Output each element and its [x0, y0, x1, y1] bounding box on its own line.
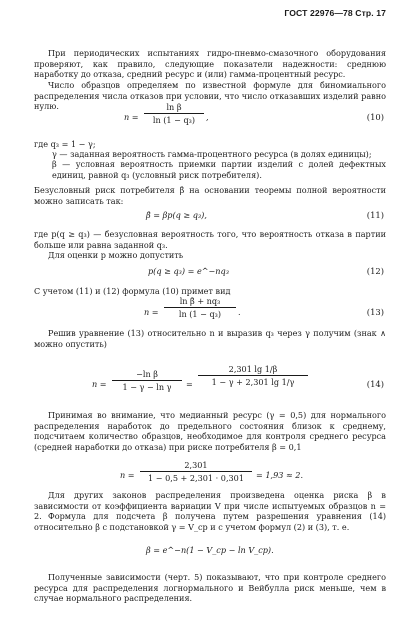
eq14-left: n =	[92, 379, 107, 389]
eq12: p(q ≥ q₃) = e^−nq₃	[148, 266, 229, 276]
intro-paragraph-1: При периодических испытаниях гидро-пневмо-смазочного оборудования проверяют, как правило, следующие показатели надежности: среднюю наработку до отказа, средний ресурс и (или) гамма-процентный ресурс.	[34, 48, 386, 80]
where-gamma: γ — заданная вероятность гамма-процентного ресурса (в долях единицы);	[52, 149, 372, 159]
eq14-equals: =	[186, 379, 193, 389]
eq13-denominator: ln (1 − q₃)	[178, 309, 222, 319]
eq10-number: (10)	[366, 112, 384, 122]
eq14-denominator-1: 1 − γ − ln γ	[122, 382, 172, 392]
eq14-denominator-2: 1 − γ + 2,301 lg 1/γ	[211, 377, 295, 387]
page-header: ГОСТ 22976—78 Стр. 17	[284, 8, 386, 18]
median-paragraph: Принимая во внимание, что медианный ресурс (γ = 0,5) для нормального распределения наработок до предельного состояния близок к среднему, подсчитаем количество образцов, необходимое для контроля среднего ресурса (средней наработки до отказа) при риске потребителя β = 0,1	[34, 410, 386, 452]
where-q3: где q₃ = 1 − γ;	[34, 139, 96, 149]
fraction-bar	[198, 375, 308, 376]
bayes-intro: Безусловный риск потребителя β̂ на основании теоремы полной вероятности можно записать так:	[34, 185, 386, 206]
eq10-numerator: ln β	[166, 102, 182, 112]
intro-paragraph-2: Число образцов определяем по известной формуле для биномиального распределения числа отказов при условии, что число отказавших изделий равно нулю.	[34, 80, 386, 112]
eq14-numerator-2: 2,301 lg 1/β	[228, 364, 278, 374]
eq14-fraction-1	[112, 369, 182, 392]
eq11: β̂ = βp(q ≥ q₃),	[146, 210, 207, 220]
fraction-bar	[144, 113, 204, 114]
eq10-denominator: ln (1 − q₃)	[152, 115, 196, 125]
eq13-number: (13)	[366, 307, 384, 317]
eq14-numerator-1: −ln β	[136, 369, 158, 379]
other-laws-paragraph: Для других законов распределения произведена оценка риска β в зависимости от коэффициента вариации V при числе испытуемых образцов n = 2.	[34, 490, 386, 522]
fraction-bar	[112, 380, 182, 381]
eq13-tail: .	[238, 307, 241, 317]
eq12-number: (12)	[366, 266, 384, 276]
conclusion-paragraph: Полученные зависимости (черт. 5) показывают, что при контроле среднего ресурса для распределения логнормального и Вейбулла риск меньше, чем в случае нормального распределения.	[34, 572, 386, 604]
eqnum-result: = 1,93 ≈ 2.	[256, 470, 304, 480]
eq14-number: (14)	[366, 379, 384, 389]
eqnum-fraction	[140, 460, 252, 483]
formula-paragraph: Формула для подсчета β получена путем разрешения уравнения (14) относительно β с подстановкой γ = V_ср и с учетом формул (2) и (3), т. е.	[34, 511, 386, 532]
where-beta: β — условная вероятность приемки партии изделий с долей дефектных единиц, равной q₃ (условный риск потребителя).	[52, 159, 386, 180]
eq-last: β = e^−n(1 − V_ср − ln V_ср).	[146, 545, 274, 555]
eq10-left: n =	[124, 112, 139, 122]
with-12: С учетом (11) и (12) формула (10) примет вид	[34, 286, 231, 296]
eq14-fraction-2	[198, 364, 308, 387]
eqnum-numerator: 2,301	[184, 460, 208, 470]
eqnum-denominator: 1 − 0,5 + 2,301 · 0,301	[148, 473, 244, 483]
eq10-tail: ,	[206, 112, 209, 122]
eq13-left: n =	[144, 307, 159, 317]
eq11-number: (11)	[366, 210, 384, 220]
where-p: где p(q ≥ q₃) — безусловная вероятность того, что вероятность отказа в партии больше или равна заданной q₃.	[34, 229, 386, 250]
eq10-fraction	[144, 102, 204, 125]
eq13-fraction	[164, 296, 236, 319]
fraction-bar	[140, 471, 252, 472]
eq13-numerator: ln β̂ + nq₃	[179, 296, 221, 306]
fraction-bar	[164, 307, 236, 308]
estimate-p: Для оценки p можно допустить	[48, 250, 184, 260]
solve-paragraph: Решив уравнение (13) относительно n и выразив q₃ через γ получим (знак ∧ можно опустить)	[34, 328, 386, 349]
eqnum-left: n =	[120, 470, 135, 480]
